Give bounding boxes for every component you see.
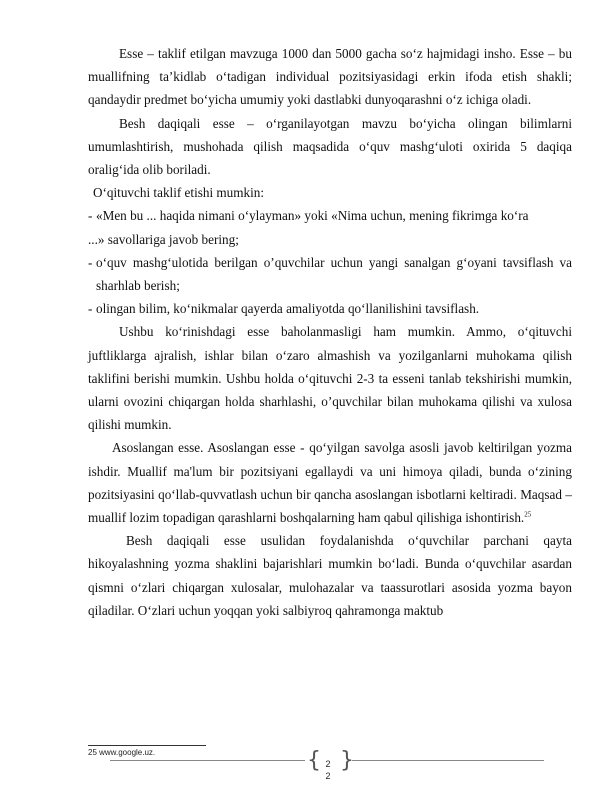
list-item	[88, 297, 572, 320]
list-dash: -	[88, 301, 93, 317]
list-item-continuation: ...» savollariga javob bering;	[88, 231, 239, 247]
paragraph-method-usage: Besh daqiqali esse usulidan foydalanishda o‘quvchilar parchani qayta hikoyalashning yozma shaklini bajarishlari mumkin bo‘ladi. Bunda o‘quvchilar asardan qismni o‘zlari chiqargan xulosalar, mulohazalar va taassurotlari asosida yozma bayon qiladilar. O‘zlari uchun yoqqan yoki salbiyroq qahramonga maktub	[88, 533, 572, 618]
left-brace-icon: {	[307, 748, 321, 773]
paragraph-five-minute-esse: Besh daqiqali esse – o‘rganilayotgan mavzu bo‘yicha olingan bilimlarni umumlashtirish, mushohada qilish maqsadida o‘quv mashg‘uloti oxirida 5 daqiqa oralig‘ida olib boriladi.	[88, 115, 572, 178]
list-item-text: «Men bu ... haqida nimani o‘ylayman» yoki «Nima uchun, mening fikrimga ko‘ra	[96, 208, 529, 224]
list-item	[88, 204, 572, 227]
page-number-line2: 2	[325, 771, 331, 781]
paragraph-reasoned-esse	[88, 436, 572, 529]
right-brace-icon: }	[340, 748, 354, 773]
footnote: 25 www.google.uz.	[88, 748, 156, 757]
footer-line-left	[110, 760, 305, 761]
list-dash: -	[88, 208, 93, 224]
paragraph-evaluation: Ushbu ko‘rinishdagi esse baholanmasligi ham mumkin. Ammo, o‘qituvchi juftliklarga ajralish, ishlar bilan o‘zaro almashish va yozilganlarni muhokama qilish taklifini berishi mumkin. Ushbu holda o‘qituvchi 2-3 ta esseni tanlab tekshirishi mumkin, ularni ovozini chiqargan holda sharhlashi, o’quvchilar bilan muhokama qilishi va xulosa qilishi mumkin.	[88, 324, 572, 433]
list-item-text: o‘quv mashg‘ulotida berilgan o’quvchilar uchun yangi sanalgan g‘oyani tavsiflash va sharhlab berish;	[96, 254, 572, 294]
page-number	[322, 758, 334, 782]
paragraph-reasoned-esse-text: Asoslangan esse. Asoslangan esse - qo‘yilgan savolga asosli javob keltirilgan yozma ishdir. Muallif ma'lum bir pozitsiyani egallaydi va uni himoya qiladi, bunda o‘zining pozitsiyasini qo‘llab-quvvatlash uchun bir qancha asoslangan isbotlarni keltiradi. Maqsad – muallif lozim topadigan qarashlarni boshqalarning ham qabul qilishiga ishontirish.	[88, 440, 572, 526]
paragraph-teacher-offers: O‘qituvchi taklif etishi mumkin:	[93, 185, 265, 201]
footnote-reference[interactable]: 25	[524, 510, 532, 519]
paragraph-esse-definition: Esse – taklif etilgan mavzuga 1000 dan 5000 gacha so‘z hajmidagi insho. Esse – bu muallifning ta’kidlab o‘tadigan individual pozitsiyasidagi erkin ifoda etish shakli; qandaydir predmet bo‘yicha umumiy yoki dastlabki dunyoqarashni o‘z ichiga oladi.	[88, 46, 572, 108]
footer-line-right	[352, 760, 544, 761]
page-number-line1: 2	[325, 759, 331, 769]
document-body	[88, 42, 572, 622]
list-dash: -	[88, 254, 93, 270]
list-item	[88, 251, 572, 297]
footnote-separator	[88, 745, 206, 746]
list-item-text: olingan bilim, ko‘nikmalar qayerda amaliyotda qo‘llanilishini tavsiflash.	[96, 301, 480, 317]
